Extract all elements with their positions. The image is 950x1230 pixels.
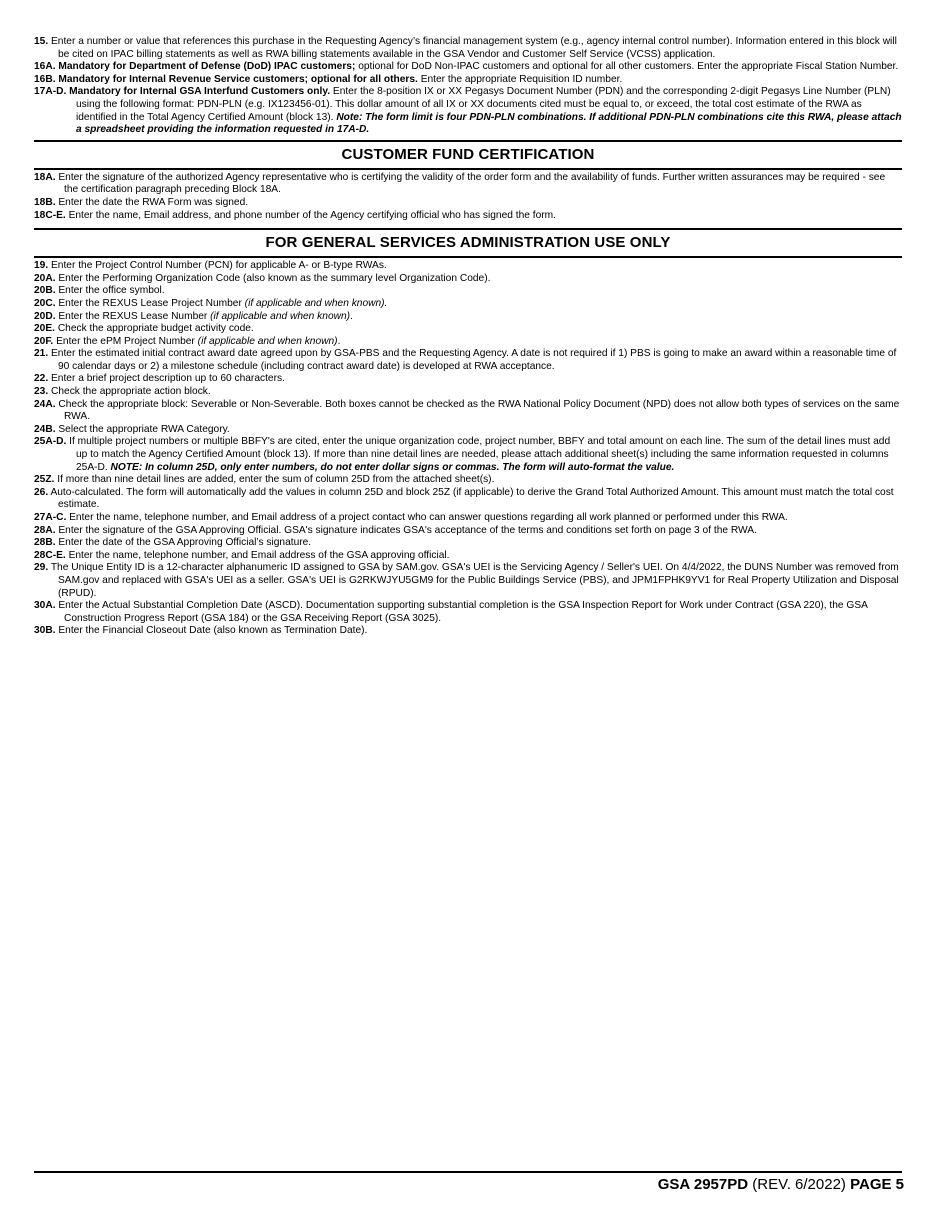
item-text: Auto-calculated. The form will automatically add the values in column 25D and block 25Z (if applicable) to derive the Grand Total Authorized Amount. This amount must match the total cost estimate. (50, 486, 894, 511)
item-text: Mandatory for Department of Defense (DoD) IPAC customers; (58, 61, 356, 73)
instruction-item (34, 61, 902, 74)
item-text: Check the appropriate budget activity code. (57, 323, 254, 335)
item-text: Enter the office symbol. (58, 285, 165, 297)
instruction-item (34, 525, 902, 538)
item-text: Enter the appropriate Requisition ID number. (417, 73, 623, 85)
item-number: 20A. (34, 272, 56, 284)
item-number: 29. (34, 562, 49, 574)
item-text: Enter the estimated initial contract award date agreed upon by GSA-PBS and the Requesting Agency. A date is not required if 1) PBS is going to make an award within a reasonable time of 90 calendar days or 2) a milestone schedule (including contract award date) is developed at RWA acceptance. (51, 348, 897, 372)
item-text: (if applicable and when known). (244, 297, 388, 309)
item-text: The Unique Entity ID is a 12-character alphanumeric ID assigned to GSA by SAM.gov. GSA's UEI is the Servicing Agency / Seller's UEI. On 4/4/2022, the DUNS Number was removed from SAM.gov and replaced with GSA's UEI as a seller. GSA's UEI is G2RKWJYU5GM9 for the Public Buildings Service (PBS), and JPM1FPHK9YV1 for Real Property Utilization and Disposal (RPUD). (50, 562, 899, 599)
instruction-item (34, 86, 902, 136)
instruction-item (34, 298, 902, 311)
item-text: Enter the name, Email address, and phone number of the Agency certifying official who has signed the form. (68, 209, 556, 221)
item-number: 25Z. (34, 474, 55, 486)
instruction-item (34, 36, 902, 61)
item-text: Check the appropriate block: Severable or Non-Severable. Both boxes cannot be checked as the RWA National Policy Document (NPD) does not allow both types of services on the same RWA. (58, 398, 900, 423)
top-instructions-list (34, 36, 902, 137)
item-text: Enter the Performing Organization Code (also known as the summary level Organization Code). (58, 272, 491, 284)
form-number: GSA 2957PD (657, 1176, 749, 1193)
item-text: . (337, 335, 341, 347)
instruction-item (34, 323, 902, 336)
instruction-item (34, 537, 902, 550)
page-footer (658, 1175, 904, 1195)
item-number: 20E. (34, 323, 55, 335)
item-text: Enter the REXUS Lease Number (58, 310, 211, 322)
item-text: Enter the Financial Closeout Date (also known as Termination Date). (58, 625, 368, 637)
item-number: 18C-E. (34, 209, 66, 221)
instructions-page (34, 36, 902, 641)
item-number: 17A-D. (34, 86, 67, 98)
item-number: 30B. (34, 625, 56, 637)
item-text: Mandatory for Internal GSA Interfund Customers only. (69, 86, 331, 98)
item-text: Enter the Actual Substantial Completion Date (ASCD). Documentation supporting substantial completion is the GSA Inspection Report for Work under Contract (GSA 220), the GSA Construction Progress Report (GSA 184) or the GSA Receiving Report (GSA 3025). (58, 600, 868, 624)
instruction-item (34, 373, 902, 386)
instruction-item (34, 172, 902, 197)
item-text: Select the appropriate RWA Category. (58, 423, 230, 435)
item-text: Note: The form limit is four PDN-PLN combinations. If additional PDN-PLN combinations cite this RWA, please attach a spreadsheet providing the information requested in 17A-D. (76, 111, 902, 136)
item-number: 25A-D. (34, 436, 67, 448)
item-number: 21. (34, 348, 49, 360)
item-number: 22. (34, 373, 49, 385)
item-number: 24A. (34, 398, 56, 410)
instruction-item (34, 348, 902, 373)
item-text: optional for DoD Non-IPAC customers and optional for all other customers. Enter the appropriate Fiscal Station Number. (355, 61, 899, 73)
item-text: . (350, 310, 353, 322)
item-number: 20D. (34, 310, 56, 322)
instruction-item (34, 285, 902, 298)
item-number: 18B. (34, 196, 56, 208)
item-text: Enter the date the RWA Form was signed. (58, 196, 249, 208)
instruction-item (34, 562, 902, 600)
instruction-item (34, 512, 902, 525)
item-text: (if applicable and when known) (210, 310, 351, 322)
item-number: 30A. (34, 600, 56, 612)
item-text: (if applicable and when known) (197, 335, 338, 347)
item-text: Enter the Project Control Number (PCN) for applicable A- or B-type RWAs. (51, 260, 387, 272)
item-text: Check the appropriate action block. (51, 386, 211, 398)
item-number: 20C. (34, 297, 56, 309)
item-number: 28C-E. (34, 549, 66, 561)
revision: (REV. 6/2022) (752, 1176, 846, 1193)
item-text: Enter the REXUS Lease Project Number (58, 297, 245, 309)
instruction-item (34, 424, 902, 437)
item-text: Enter the 8-position IX or XX Pegasys Document Number (PDN) and the corresponding 2-digit Pegasys Line Number (PLN) using the following format: PDN-PLN (e.g. IX123456-01). This dollar amount of all IX or XX documents cited must be equal to, or exceed, the total cost estimate of the RWA as identified in the Total Agency Certified Amount (block 13). (76, 86, 891, 123)
item-text: Enter the date of the GSA Approving Official’s signature. (58, 537, 312, 549)
item-text: Enter a brief project description up to 60 characters. (51, 373, 285, 385)
instruction-item (34, 273, 902, 286)
instruction-item (34, 487, 902, 512)
instruction-item (34, 311, 902, 324)
item-text: Enter the ePM Project Number (56, 335, 198, 347)
item-text: Enter the name, telephone number, and Email address of a project contact who can answer questions regarding all work planned or performed under this RWA. (69, 512, 788, 523)
item-number: 27A-C. (34, 512, 67, 523)
item-text: Mandatory for Internal Revenue Service customers; optional for all others. (58, 73, 418, 85)
item-text: Enter the name, telephone number, and Email address of the GSA approving official. (68, 549, 450, 561)
instruction-item (34, 600, 902, 625)
instruction-item (34, 336, 902, 349)
instruction-item (34, 260, 902, 273)
instruction-item (34, 399, 902, 424)
instruction-item (34, 474, 902, 487)
item-number: 16B. (34, 73, 56, 85)
item-text: Enter a number or value that references this purchase in the Requesting Agency’s financial management system (e.g., agency internal control number). Information entered in this block will be cited on IPAC billing statements as well as RWA billing statements available in the GSA Vendor and Customer Self Service (VCSS) application. (51, 36, 897, 60)
instruction-item (34, 386, 902, 399)
item-text: Enter the signature of the GSA Approving Official. GSA's signature indicates GSA's acceptance of the terms and conditions set forth on page 3 of the RWA. (58, 524, 757, 536)
instruction-item (34, 197, 902, 210)
instruction-item (34, 436, 902, 474)
section-title-gsa-use-only: FOR GENERAL SERVICES ADMINISTRATION USE ONLY (265, 234, 671, 252)
item-number: 26. (34, 486, 49, 498)
item-number: 18A. (34, 171, 56, 183)
page-number: PAGE 5 (850, 1176, 904, 1193)
item-text: NOTE: In column 25D, only enter numbers, do not enter dollar signs or commas. The form will auto-format the value. (110, 461, 675, 473)
item-number: 20F. (34, 335, 54, 347)
item-number: 28B. (34, 537, 56, 549)
section-title-customer-fund-certification: CUSTOMER FUND CERTIFICATION (341, 145, 595, 163)
instruction-item (34, 625, 902, 638)
item-number: 20B. (34, 285, 56, 297)
instruction-item (34, 210, 902, 223)
item-number: 16A. (34, 61, 56, 73)
item-number: 28A. (34, 524, 56, 536)
instruction-item (34, 550, 902, 563)
item-text: If multiple project numbers or multiple BBFY's are cited, enter the unique organization code, project number, BBFY and total amount on each line. The sum of the detail lines must add up to match the Agency Certified Amount (block 13). If more than nine detail lines are needed, please attach additional sheet(s) including the same information requested in columns 25A-D. (69, 436, 891, 473)
item-number: 15. (34, 36, 49, 47)
instruction-item (34, 74, 902, 87)
item-text: If more than nine detail lines are added, enter the sum of column 25D from the attached sheet(s). (57, 474, 495, 486)
item-number: 23. (34, 386, 49, 398)
item-number: 19. (34, 260, 49, 272)
item-number: 24B. (34, 423, 56, 435)
item-text: Enter the signature of the authorized Agency representative who is certifying the validity of the order form and the availability of funds. Further written assurances may be required - see the certification paragraph preceding Block 18A. (58, 171, 886, 196)
footer-divider (34, 1171, 902, 1173)
certification-instructions-list (34, 170, 902, 225)
gsa-instructions-list (34, 258, 902, 641)
